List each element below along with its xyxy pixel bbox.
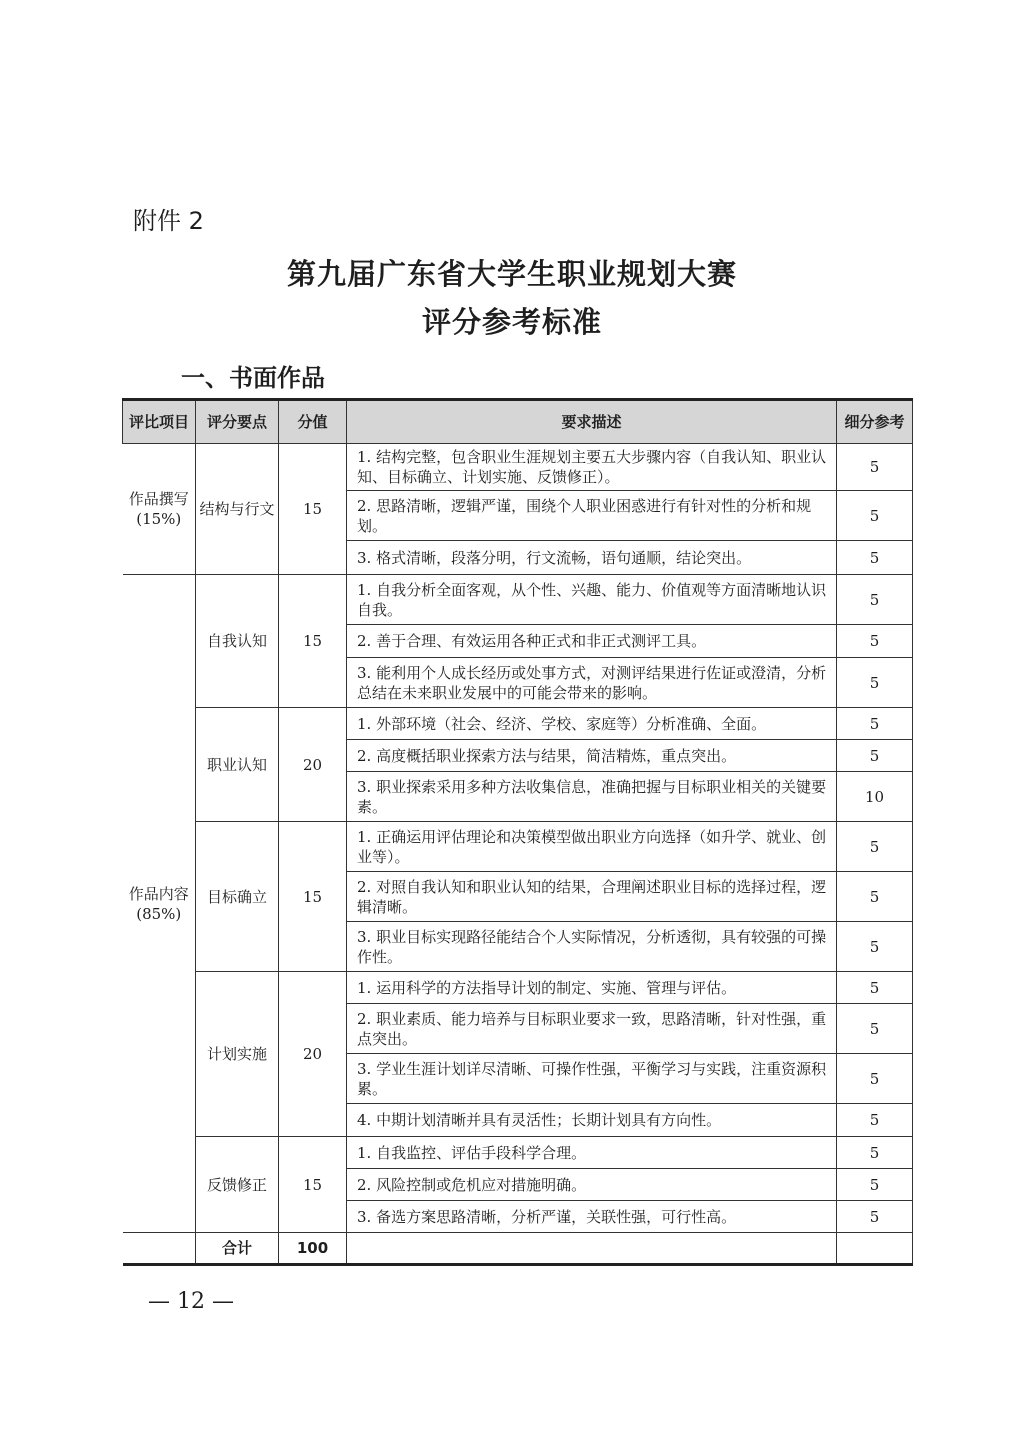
score-cell: 20 (279, 708, 347, 822)
header-category: 评比项目 (123, 400, 196, 444)
score-cell: 15 (279, 444, 347, 575)
requirement-cell: 3. 职业探索采用多种方法收集信息，准确把握与目标职业相关的关键要素。 (347, 772, 837, 822)
requirement-cell: 1. 自我分析全面客观，从个性、兴趣、能力、价值观等方面清晰地认识自我。 (347, 575, 837, 625)
requirement-cell: 1. 外部环境（社会、经济、学校、家庭等）分析准确、全面。 (347, 708, 837, 740)
requirement-cell: 3. 能利用个人成长经历或处事方式，对测评结果进行佐证或澄清，分析总结在未来职业发展中的可能会带来的影响。 (347, 658, 837, 708)
score-cell: 15 (279, 822, 347, 972)
sub-score-cell: 10 (837, 772, 913, 822)
sub-score-cell: 5 (837, 822, 913, 872)
table-row (123, 575, 913, 625)
requirement-cell: 2. 高度概括职业探索方法与结果，简洁精炼，重点突出。 (347, 740, 837, 772)
table-row (123, 972, 913, 1004)
sub-score-cell: 5 (837, 740, 913, 772)
point-cell: 目标确立 (196, 822, 279, 972)
section-title: 一、书面作品 (181, 364, 325, 392)
sub-score-cell: 5 (837, 625, 913, 658)
requirement-cell: 1. 结构完整，包含职业生涯规划主要五大步骤内容（自我认知、职业认知、目标确立、计划实施、反馈修正）。 (347, 444, 837, 491)
requirement-cell: 2. 思路清晰，逻辑严谨，围绕个人职业困惑进行有针对性的分析和规划。 (347, 491, 837, 541)
header-sub-score: 细分参考 (837, 400, 913, 444)
sub-score-cell: 5 (837, 972, 913, 1004)
sub-score-cell: 5 (837, 658, 913, 708)
header-requirement: 要求描述 (347, 400, 837, 444)
table-row (123, 708, 913, 740)
document-subtitle: 评分参考标准 (421, 305, 602, 339)
total-requirement-blank (347, 1233, 837, 1265)
requirement-cell: 3. 职业目标实现路径能结合个人实际情况，分析透彻，具有较强的可操作性。 (347, 922, 837, 972)
total-row (123, 1233, 913, 1265)
table-row (123, 1137, 913, 1169)
requirement-cell: 4. 中期计划清晰并具有灵活性；长期计划具有方向性。 (347, 1104, 837, 1137)
sub-score-cell: 5 (837, 491, 913, 541)
requirement-cell: 3. 格式清晰，段落分明，行文流畅，语句通顺，结论突出。 (347, 541, 837, 575)
requirement-cell: 1. 自我监控、评估手段科学合理。 (347, 1137, 837, 1169)
table-row (123, 444, 913, 491)
page-number: — 12 — (148, 1289, 234, 1314)
requirement-cell: 1. 正确运用评估理论和决策模型做出职业方向选择（如升学、就业、创业等）。 (347, 822, 837, 872)
point-cell: 反馈修正 (196, 1137, 279, 1233)
point-cell: 职业认知 (196, 708, 279, 822)
requirement-cell: 1. 运用科学的方法指导计划的制定、实施、管理与评估。 (347, 972, 837, 1004)
requirement-cell: 2. 职业素质、能力培养与目标职业要求一致，思路清晰，针对性强，重点突出。 (347, 1004, 837, 1054)
score-cell: 15 (279, 575, 347, 708)
sub-score-cell: 5 (837, 444, 913, 491)
sub-score-cell: 5 (837, 922, 913, 972)
sub-score-cell: 5 (837, 575, 913, 625)
document-title: 第九届广东省大学生职业规划大赛 (286, 257, 737, 291)
requirement-cell: 3. 备选方案思路清晰，分析严谨，关联性强，可行性高。 (347, 1201, 837, 1233)
total-blank-cell (123, 1233, 196, 1265)
requirement-cell: 3. 学业生涯计划详尽清晰、可操作性强，平衡学习与实践，注重资源积累。 (347, 1054, 837, 1104)
point-cell: 自我认知 (196, 575, 279, 708)
sub-score-cell: 5 (837, 1137, 913, 1169)
scoring-table (122, 398, 913, 1266)
requirement-cell: 2. 风险控制或危机应对措施明确。 (347, 1169, 837, 1201)
total-label: 合计 (196, 1233, 279, 1265)
sub-score-cell: 5 (837, 1004, 913, 1054)
header-score: 分值 (279, 400, 347, 444)
sub-score-cell: 5 (837, 872, 913, 922)
sub-score-cell: 5 (837, 1201, 913, 1233)
sub-score-cell: 5 (837, 541, 913, 575)
category-cell: 作品撰写(15%) (123, 444, 196, 575)
table-row (123, 822, 913, 872)
header-point: 评分要点 (196, 400, 279, 444)
score-cell: 15 (279, 1137, 347, 1233)
total-sub-blank (837, 1233, 913, 1265)
category-cell: 作品内容(85%) (123, 575, 196, 1233)
score-cell: 20 (279, 972, 347, 1137)
requirement-cell: 2. 善于合理、有效运用各种正式和非正式测评工具。 (347, 625, 837, 658)
requirement-cell: 2. 对照自我认知和职业认知的结果，合理阐述职业目标的选择过程，逻辑清晰。 (347, 872, 837, 922)
sub-score-cell: 5 (837, 708, 913, 740)
point-cell: 结构与行文 (196, 444, 279, 575)
sub-score-cell: 5 (837, 1104, 913, 1137)
point-cell: 计划实施 (196, 972, 279, 1137)
sub-score-cell: 5 (837, 1054, 913, 1104)
sub-score-cell: 5 (837, 1169, 913, 1201)
total-value: 100 (279, 1233, 347, 1265)
table-header-row (123, 400, 913, 444)
annex-label: 附件 2 (133, 207, 204, 235)
